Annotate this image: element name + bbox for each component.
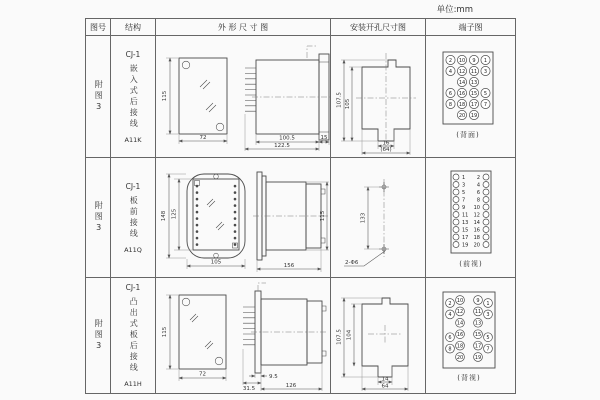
col-header-terminal: 端子图 [426, 19, 516, 36]
terminal-diagram-3 [427, 284, 515, 388]
mounting-drawing-2 [332, 163, 425, 273]
terminal-number: 17 [470, 101, 477, 108]
dim-height-inner: 105 [344, 98, 351, 110]
terminal-number: 1 [461, 174, 465, 181]
col-header-fig-no: 图号 [86, 19, 111, 36]
mounting-drawing-1 [332, 37, 425, 156]
terminal-diagram-1 [427, 42, 515, 152]
glass-hatch [207, 199, 224, 230]
terminal-number: 19 [474, 354, 481, 361]
terminal-number: 16 [456, 331, 463, 338]
terminal-cell-3 [426, 278, 516, 394]
fig-no-cell-1 [86, 36, 111, 158]
terminal-number: 12 [473, 211, 480, 218]
side-view [253, 172, 329, 272]
terminal-number: 15 [474, 331, 481, 338]
cutout-shape [336, 53, 416, 155]
terminal-number: 5 [483, 90, 487, 97]
view-label: (背面) [455, 130, 480, 139]
side-view [245, 46, 330, 151]
terminal-number: 6 [476, 189, 480, 196]
model-code: A11H [124, 380, 142, 388]
hole-spec-label: 2-Φ6 [344, 259, 358, 266]
terminal-circle [453, 241, 459, 247]
view-label: (前视) [458, 259, 483, 268]
terminal-circle [453, 211, 459, 217]
terminal-number: 6 [447, 334, 452, 341]
mounting-cell-2 [331, 158, 426, 278]
terminal-number: 18 [473, 234, 480, 241]
terminal-number: 6 [448, 90, 452, 97]
terminal-number: 17 [461, 234, 468, 241]
terminal-number: 19 [470, 112, 477, 119]
dim-flange-depth: 15 [320, 134, 327, 141]
front-view [162, 58, 227, 144]
terminal-circle [453, 226, 459, 232]
hole-layout [344, 179, 389, 266]
dim-front-width: 72 [199, 134, 206, 141]
terminal-number: 10 [456, 297, 463, 304]
terminal-number: 4 [476, 181, 480, 188]
terminal-number: 2 [448, 57, 452, 64]
terminal-number: 9 [475, 297, 480, 304]
structure-cell-3 [111, 278, 156, 394]
dim-body-length: 126 [285, 382, 296, 389]
terminal-cell-2 [426, 158, 516, 278]
dim-front-width: 72 [198, 371, 206, 377]
fig-no-cell-2 [86, 158, 111, 278]
model-code: A11K [124, 135, 142, 144]
terminal-circle [453, 234, 459, 240]
dim-height-outer: 107.5 [336, 92, 342, 108]
glass-hatch [190, 314, 213, 349]
dim-hole-spacing: 133 [360, 212, 366, 223]
mounting-drawing-3 [332, 278, 425, 393]
dim-front-height: 115 [161, 90, 168, 101]
terminal-circle [483, 241, 489, 247]
figure-number: 附图3 [94, 79, 104, 114]
terminal-diagram-2 [427, 163, 515, 273]
glass-hatch [200, 80, 216, 112]
terminal-circle [453, 174, 459, 180]
terminal-number: 11 [474, 308, 481, 315]
dim-side-height: 115 [319, 210, 326, 221]
figure-number: 附图3 [94, 318, 104, 353]
figure-number: 附图3 [94, 200, 104, 235]
relay-series: CJ-1 [125, 49, 141, 59]
model-code: A11Q [124, 245, 142, 254]
terminal-circle [453, 196, 459, 202]
terminal-number: 9 [461, 204, 465, 211]
terminal-number: 4 [447, 311, 452, 318]
dim-front-height-outer: 148 [160, 210, 167, 221]
terminal-number: 1 [483, 57, 487, 64]
col-header-mounting: 安装开孔尺寸图 [331, 19, 426, 36]
dim-body-length: 100.5 [278, 135, 295, 141]
terminal-number: 11 [470, 68, 477, 75]
terminal-number: 2 [447, 300, 452, 307]
terminal-number: 2 [476, 174, 480, 181]
unit-label: 单位:mm [436, 5, 473, 15]
terminal-number: 1 [485, 300, 490, 307]
terminal-number: 20 [458, 112, 465, 119]
dim-width-outer: 64 [381, 383, 388, 390]
terminal-number: 14 [473, 219, 480, 226]
terminal-number: 17 [474, 342, 481, 349]
terminal-number: 14 [456, 320, 463, 327]
terminal-number: 20 [456, 354, 463, 361]
terminal-number: 16 [458, 90, 465, 97]
terminal-circle [453, 204, 459, 210]
col-header-outline: 外 形 尺 寸 图 [156, 19, 331, 36]
terminal-circle [483, 219, 489, 225]
relay-series: CJ-1 [125, 181, 141, 191]
terminal-grid [445, 295, 492, 361]
terminal-number: 15 [461, 226, 468, 233]
wiring-type: 板前接线 [129, 195, 139, 240]
dimension-table [85, 18, 516, 394]
terminal-pins [245, 68, 256, 111]
side-view [242, 283, 327, 392]
terminal-number: 15 [470, 90, 477, 97]
fig-no-cell-3 [86, 278, 111, 394]
outline-cell-3 [156, 278, 331, 394]
terminal-number: 13 [461, 219, 468, 226]
terminal-number: 4 [448, 68, 452, 75]
terminal-number: 3 [461, 181, 465, 188]
terminal-number: 7 [483, 101, 487, 108]
mounting-cell-1 [331, 36, 426, 158]
terminal-number: 19 [461, 241, 468, 248]
terminal-circle [483, 204, 489, 210]
terminal-number: 3 [483, 68, 487, 75]
terminal-circle [483, 196, 489, 202]
terminal-number: 8 [476, 196, 480, 203]
terminal-circle [453, 189, 459, 195]
terminal-number: 5 [485, 334, 490, 341]
terminal-number: 10 [458, 57, 465, 64]
terminal-number: 16 [473, 226, 480, 233]
dim-pin-length: 31.5 [242, 385, 255, 392]
terminal-circle [483, 211, 489, 217]
dim-front-height-inner: 125 [171, 208, 177, 219]
terminal-circle [453, 219, 459, 225]
front-view [161, 174, 245, 269]
dim-height-outer: 107.5 [336, 329, 342, 345]
structure-cell-2 [111, 158, 156, 278]
col-header-structure: 结构 [111, 19, 156, 36]
dim-front-height: 115 [161, 326, 168, 337]
wiring-type: 凸出式板后接线 [129, 297, 139, 374]
hook-mark [307, 46, 316, 58]
dim-total-length: 122.5 [273, 142, 290, 149]
front-view [162, 295, 226, 381]
view-label: (背视) [456, 373, 481, 382]
outline-cell-2 [156, 158, 331, 278]
terminal-number: 12 [456, 308, 463, 315]
dim-notch-width: 16 [382, 140, 389, 147]
terminal-grid [445, 55, 489, 119]
terminal-cell-1 [426, 36, 516, 158]
terminal-grid [453, 174, 489, 248]
terminal-number: 8 [448, 101, 452, 108]
terminal-number: 7 [485, 345, 490, 352]
dim-height-inner: 104 [346, 329, 352, 341]
mounting-cell-3 [331, 278, 426, 394]
terminal-number: 20 [473, 241, 480, 248]
terminal-pins [243, 307, 255, 345]
dim-side-length: 156 [283, 262, 294, 269]
terminal-circle [453, 181, 459, 187]
terminal-number: 13 [470, 79, 477, 86]
structure-cell-1 [111, 36, 156, 158]
dim-width-outer: (64) [379, 147, 392, 153]
dim-plate-depth: 9.5 [268, 373, 278, 380]
terminal-number: 11 [461, 211, 468, 218]
relay-series: CJ-1 [125, 283, 141, 292]
terminal-number: 13 [474, 320, 481, 327]
outline-cell-1 [156, 36, 331, 158]
outline-drawing-3 [157, 279, 330, 393]
dim-front-width: 105 [210, 259, 221, 265]
terminal-circle [483, 189, 489, 195]
terminal-number: 14 [458, 79, 465, 86]
outline-drawing-1 [157, 38, 330, 156]
terminal-number: 18 [456, 342, 463, 349]
terminal-number: 12 [458, 68, 465, 75]
hook-mark [258, 283, 266, 291]
terminal-circle [483, 226, 489, 232]
terminal-circle [483, 234, 489, 240]
terminal-number: 18 [458, 101, 465, 108]
terminal-number: 3 [485, 311, 490, 318]
outline-drawing-2 [157, 162, 330, 274]
terminal-circle [483, 174, 489, 180]
dim-notch-width: 14 [381, 376, 388, 383]
terminal-number: 7 [461, 196, 465, 203]
terminal-circle [483, 181, 489, 187]
wiring-type: 嵌入式后接线 [129, 63, 139, 130]
terminal-number: 8 [447, 345, 452, 352]
terminal-number: 5 [461, 189, 465, 196]
terminal-number: 9 [471, 57, 476, 64]
terminal-number: 10 [473, 204, 480, 211]
cutout-shape [336, 298, 408, 391]
